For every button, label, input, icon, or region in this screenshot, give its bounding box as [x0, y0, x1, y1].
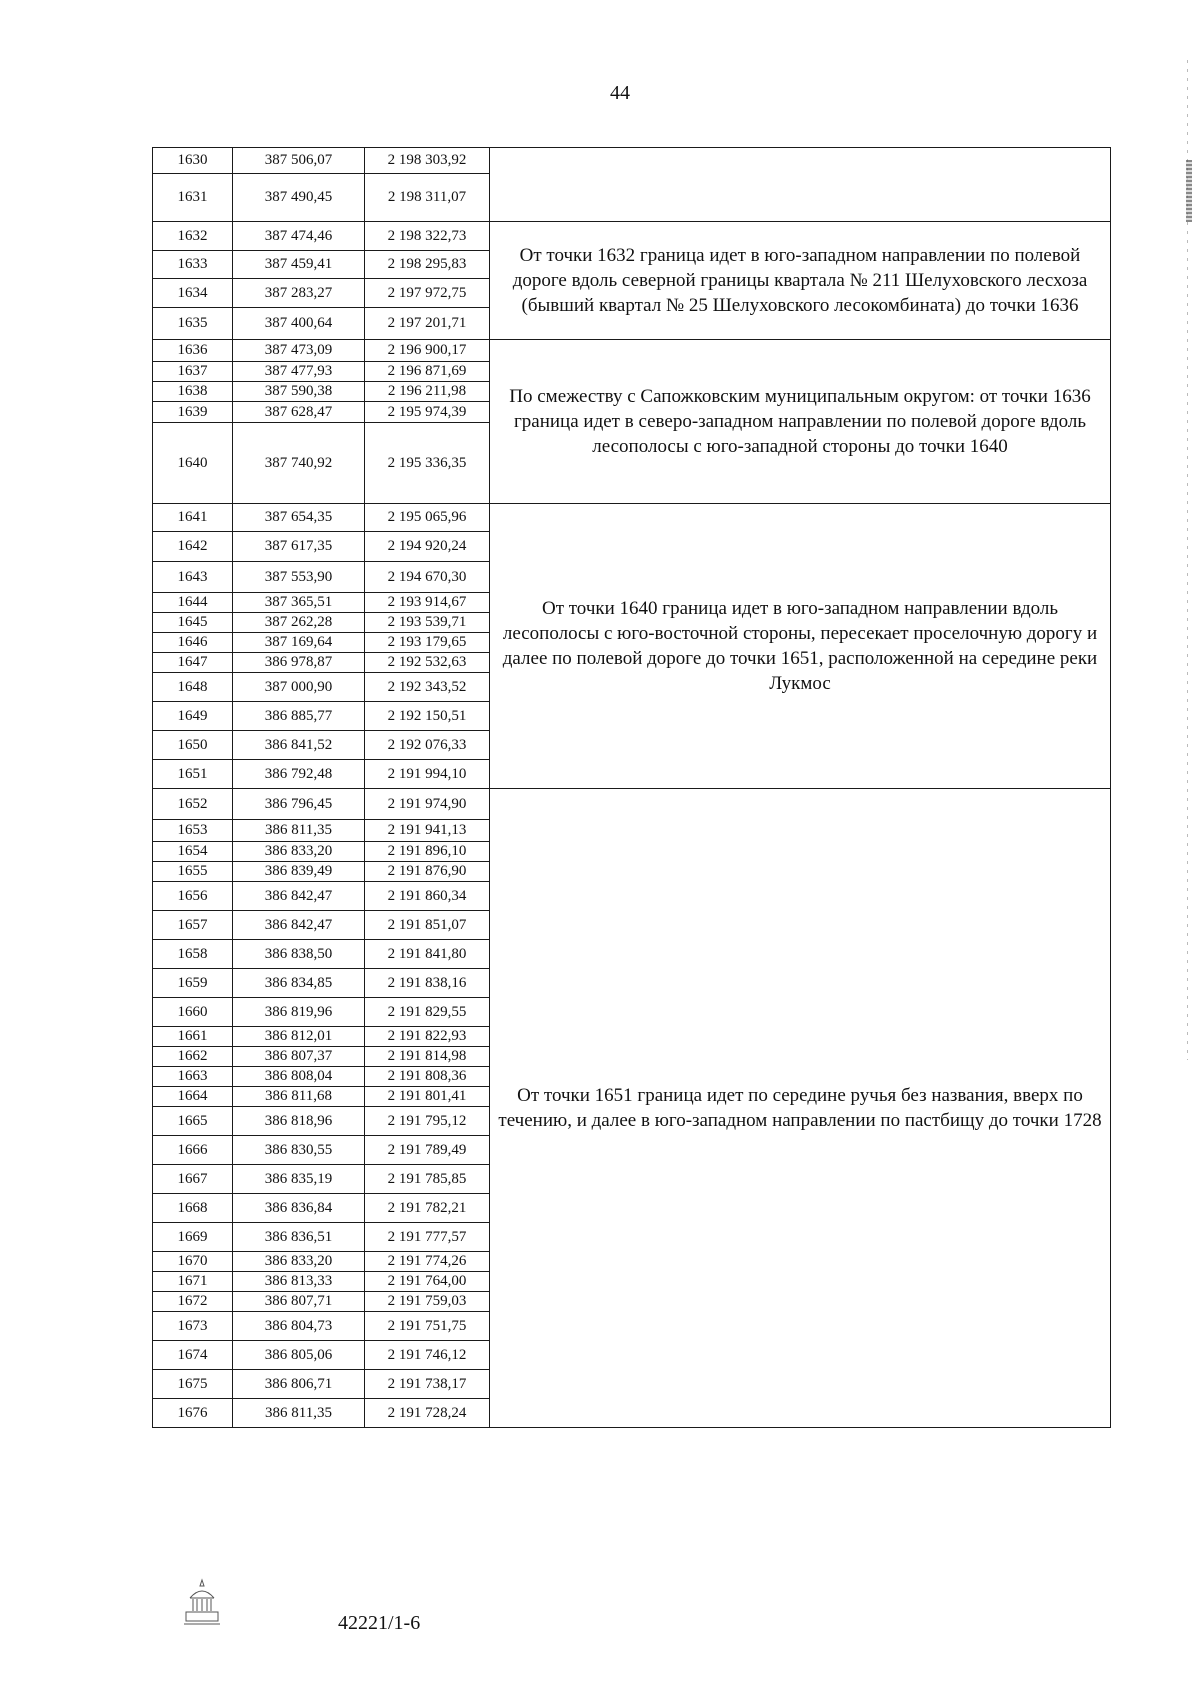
- coordinate-y: 2 191 777,57: [365, 1223, 490, 1252]
- table-body: [153, 148, 1111, 1428]
- coordinate-y: 2 197 201,71: [365, 308, 490, 340]
- coordinate-x: 386 811,35: [233, 1399, 365, 1428]
- coordinate-y: 2 195 336,35: [365, 423, 490, 504]
- coordinate-x: 386 834,85: [233, 969, 365, 998]
- coordinate-x: 386 792,48: [233, 760, 365, 789]
- point-number: 1644: [153, 593, 233, 613]
- boundary-description: От точки 1640 граница идет в юго-западном направлении вдоль лесополосы с юго-восточной стороны, пересекает проселочную дорогу и далее по полевой дороге до точки 1651, расположенной на середине реки Лукмос: [490, 504, 1111, 789]
- coordinate-x: 386 819,96: [233, 998, 365, 1027]
- coordinate-x: 386 806,71: [233, 1370, 365, 1399]
- point-number: 1664: [153, 1087, 233, 1107]
- coordinate-x: 386 813,33: [233, 1272, 365, 1292]
- coordinate-y: 2 191 785,85: [365, 1165, 490, 1194]
- notary-seal-icon: [182, 1578, 222, 1628]
- coordinate-y: 2 191 876,90: [365, 862, 490, 882]
- point-number: 1647: [153, 653, 233, 673]
- point-number: 1672: [153, 1292, 233, 1312]
- coordinate-y: 2 191 728,24: [365, 1399, 490, 1428]
- point-number: 1659: [153, 969, 233, 998]
- coordinate-y: 2 191 974,90: [365, 789, 490, 820]
- boundary-description: От точки 1651 граница идет по середине ручья без названия, вверх по течению, и далее в юго-западном направлении по пастбищу до точки 1728: [490, 789, 1111, 1428]
- point-number: 1653: [153, 820, 233, 842]
- coordinate-y: 2 191 838,16: [365, 969, 490, 998]
- point-number: 1662: [153, 1047, 233, 1067]
- point-number: 1654: [153, 842, 233, 862]
- coordinate-y: 2 191 759,03: [365, 1292, 490, 1312]
- coordinate-x: 387 477,93: [233, 362, 365, 382]
- coordinate-y: 2 192 343,52: [365, 673, 490, 702]
- point-number: 1632: [153, 222, 233, 251]
- coordinate-x: 387 654,35: [233, 504, 365, 532]
- coordinate-x: 386 836,84: [233, 1194, 365, 1223]
- table-row: [153, 504, 1111, 532]
- coordinate-y: 2 194 920,24: [365, 532, 490, 562]
- coordinate-y: 2 191 941,13: [365, 820, 490, 842]
- coordinate-x: 387 169,64: [233, 633, 365, 653]
- coordinate-x: 386 838,50: [233, 940, 365, 969]
- coordinate-x: 386 841,52: [233, 731, 365, 760]
- coordinate-x: 386 812,01: [233, 1027, 365, 1047]
- coordinate-y: 2 193 914,67: [365, 593, 490, 613]
- coordinate-x: 386 978,87: [233, 653, 365, 673]
- table-row: [153, 340, 1111, 362]
- boundary-description: От точки 1632 граница идет в юго-западном направлении по полевой дороге вдоль северной границы квартала № 211 Шелуховского лесхоза (бывший квартал № 25 Шелуховского лесокомбината) до точки 1636: [490, 222, 1111, 340]
- coordinate-y: 2 191 774,26: [365, 1252, 490, 1272]
- coordinate-y: 2 191 738,17: [365, 1370, 490, 1399]
- coordinate-x: 386 808,04: [233, 1067, 365, 1087]
- coordinate-x: 387 283,27: [233, 279, 365, 308]
- coordinate-x: 386 842,47: [233, 882, 365, 911]
- point-number: 1660: [153, 998, 233, 1027]
- coordinate-y: 2 191 860,34: [365, 882, 490, 911]
- point-number: 1657: [153, 911, 233, 940]
- coordinate-x: 387 474,46: [233, 222, 365, 251]
- point-number: 1655: [153, 862, 233, 882]
- coordinate-y: 2 191 764,00: [365, 1272, 490, 1292]
- coordinate-x: 386 830,55: [233, 1136, 365, 1165]
- coordinate-x: 387 628,47: [233, 402, 365, 423]
- coordinate-y: 2 196 211,98: [365, 382, 490, 402]
- point-number: 1669: [153, 1223, 233, 1252]
- document-code: 42221/1-6: [338, 1612, 421, 1634]
- point-number: 1638: [153, 382, 233, 402]
- coordinate-y: 2 197 972,75: [365, 279, 490, 308]
- coordinate-y: 2 191 822,93: [365, 1027, 490, 1047]
- point-number: 1667: [153, 1165, 233, 1194]
- coordinate-y: 2 191 801,41: [365, 1087, 490, 1107]
- point-number: 1674: [153, 1341, 233, 1370]
- boundary-points-table: [152, 147, 1111, 1428]
- coordinate-y: 2 191 782,21: [365, 1194, 490, 1223]
- coordinate-y: 2 192 150,51: [365, 702, 490, 731]
- coordinate-y: 2 196 900,17: [365, 340, 490, 362]
- point-number: 1640: [153, 423, 233, 504]
- coordinate-x: 387 490,45: [233, 174, 365, 222]
- table-row: [153, 789, 1111, 820]
- coordinate-x: 386 811,35: [233, 820, 365, 842]
- coordinate-y: 2 191 896,10: [365, 842, 490, 862]
- point-number: 1651: [153, 760, 233, 789]
- point-number: 1676: [153, 1399, 233, 1428]
- scan-mark: [1186, 160, 1192, 222]
- point-number: 1641: [153, 504, 233, 532]
- point-number: 1636: [153, 340, 233, 362]
- coordinate-x: 386 805,06: [233, 1341, 365, 1370]
- coordinate-x: 386 804,73: [233, 1312, 365, 1341]
- coordinate-y: 2 193 179,65: [365, 633, 490, 653]
- point-number: 1675: [153, 1370, 233, 1399]
- point-number: 1668: [153, 1194, 233, 1223]
- table-row: [153, 148, 1111, 174]
- coordinate-x: 387 400,64: [233, 308, 365, 340]
- point-number: 1652: [153, 789, 233, 820]
- coordinate-y: 2 193 539,71: [365, 613, 490, 633]
- boundary-description: По смежеству с Сапожковским муниципальным округом: от точки 1636 граница идет в северо-западном направлении по полевой дороге вдоль лесополосы с юго-западной стороны до точки 1640: [490, 340, 1111, 504]
- coordinate-y: 2 191 851,07: [365, 911, 490, 940]
- coordinate-y: 2 191 808,36: [365, 1067, 490, 1087]
- coordinate-y: 2 198 303,92: [365, 148, 490, 174]
- point-number: 1633: [153, 251, 233, 279]
- coordinate-x: 387 617,35: [233, 532, 365, 562]
- coordinate-y: 2 198 295,83: [365, 251, 490, 279]
- coordinate-y: 2 194 670,30: [365, 562, 490, 593]
- coordinate-y: 2 191 795,12: [365, 1107, 490, 1136]
- coordinate-x: 387 506,07: [233, 148, 365, 174]
- point-number: 1661: [153, 1027, 233, 1047]
- point-number: 1649: [153, 702, 233, 731]
- coordinate-x: 386 807,71: [233, 1292, 365, 1312]
- coordinate-x: 386 833,20: [233, 1252, 365, 1272]
- coordinate-x: 386 833,20: [233, 842, 365, 862]
- coordinate-x: 387 459,41: [233, 251, 365, 279]
- coordinate-x: 387 590,38: [233, 382, 365, 402]
- coordinate-x: 386 836,51: [233, 1223, 365, 1252]
- point-number: 1634: [153, 279, 233, 308]
- point-number: 1637: [153, 362, 233, 382]
- point-number: 1642: [153, 532, 233, 562]
- coordinate-y: 2 191 841,80: [365, 940, 490, 969]
- coordinate-x: 386 842,47: [233, 911, 365, 940]
- point-number: 1650: [153, 731, 233, 760]
- point-number: 1656: [153, 882, 233, 911]
- coordinate-x: 386 811,68: [233, 1087, 365, 1107]
- coordinate-y: 2 191 751,75: [365, 1312, 490, 1341]
- point-number: 1663: [153, 1067, 233, 1087]
- point-number: 1643: [153, 562, 233, 593]
- point-number: 1630: [153, 148, 233, 174]
- point-number: 1671: [153, 1272, 233, 1292]
- point-number: 1648: [153, 673, 233, 702]
- coordinate-x: 387 365,51: [233, 593, 365, 613]
- point-number: 1639: [153, 402, 233, 423]
- coordinate-x: 386 839,49: [233, 862, 365, 882]
- point-number: 1646: [153, 633, 233, 653]
- coordinate-x: 387 000,90: [233, 673, 365, 702]
- coordinate-x: 386 818,96: [233, 1107, 365, 1136]
- coordinate-y: 2 191 994,10: [365, 760, 490, 789]
- coordinate-x: 387 262,28: [233, 613, 365, 633]
- coordinate-x: 387 553,90: [233, 562, 365, 593]
- coordinate-x: 386 807,37: [233, 1047, 365, 1067]
- coordinate-y: 2 192 076,33: [365, 731, 490, 760]
- point-number: 1673: [153, 1312, 233, 1341]
- coordinate-x: 386 885,77: [233, 702, 365, 731]
- coordinate-x: 386 835,19: [233, 1165, 365, 1194]
- coordinate-y: 2 191 789,49: [365, 1136, 490, 1165]
- coordinate-y: 2 195 974,39: [365, 402, 490, 423]
- coordinate-x: 387 473,09: [233, 340, 365, 362]
- point-number: 1635: [153, 308, 233, 340]
- point-number: 1670: [153, 1252, 233, 1272]
- coordinate-y: 2 195 065,96: [365, 504, 490, 532]
- page-number: 44: [610, 82, 630, 104]
- point-number: 1658: [153, 940, 233, 969]
- point-number: 1631: [153, 174, 233, 222]
- coordinate-y: 2 198 311,07: [365, 174, 490, 222]
- coordinate-y: 2 191 746,12: [365, 1341, 490, 1370]
- point-number: 1666: [153, 1136, 233, 1165]
- coordinate-x: 387 740,92: [233, 423, 365, 504]
- coordinate-y: 2 191 814,98: [365, 1047, 490, 1067]
- table-row: [153, 222, 1111, 251]
- coordinate-y: 2 196 871,69: [365, 362, 490, 382]
- coordinate-x: 386 796,45: [233, 789, 365, 820]
- point-number: 1645: [153, 613, 233, 633]
- coordinate-y: 2 192 532,63: [365, 653, 490, 673]
- point-number: 1665: [153, 1107, 233, 1136]
- coordinate-y: 2 198 322,73: [365, 222, 490, 251]
- coordinate-y: 2 191 829,55: [365, 998, 490, 1027]
- boundary-description: [490, 148, 1111, 222]
